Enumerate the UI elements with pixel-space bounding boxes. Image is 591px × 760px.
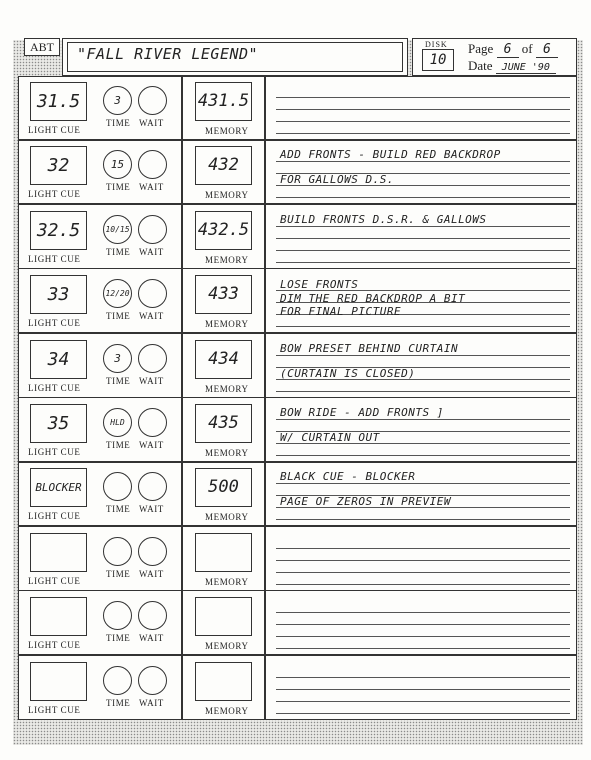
cue-row xyxy=(18,398,577,462)
note-rule-line xyxy=(276,483,570,484)
cue-row xyxy=(18,140,577,204)
time-label: TIME xyxy=(106,311,131,322)
note-rule-line xyxy=(276,238,570,239)
column-divider xyxy=(181,591,183,655)
wait-circle[interactable] xyxy=(138,86,167,115)
note-rule-line xyxy=(276,572,570,573)
note-rule-line xyxy=(276,701,570,702)
note-rule-line xyxy=(276,121,570,122)
wait-label: WAIT xyxy=(139,182,164,193)
note-rule-line xyxy=(276,109,570,110)
wait-circle[interactable] xyxy=(138,150,167,179)
note-text[interactable]: LOSE FRONTS xyxy=(280,278,359,292)
time-label: TIME xyxy=(106,246,131,257)
wait-label: WAIT xyxy=(139,246,164,257)
column-divider xyxy=(181,398,183,462)
light-cue-label: LIGHT CUE xyxy=(28,253,81,264)
disk-label: DISK xyxy=(425,40,448,49)
memory-label: MEMORY xyxy=(205,448,249,458)
cue-row xyxy=(18,527,577,591)
title-box xyxy=(62,38,408,76)
column-divider xyxy=(181,656,183,720)
memory-label: MEMORY xyxy=(205,254,249,265)
wait-label: WAIT xyxy=(139,568,164,579)
cue-row xyxy=(18,591,577,655)
time-circle[interactable] xyxy=(103,472,132,501)
column-divider xyxy=(264,269,266,333)
memory-box[interactable] xyxy=(195,662,252,701)
column-divider xyxy=(181,527,183,591)
light-cue-box[interactable]: 35 xyxy=(30,404,87,443)
wait-circle[interactable] xyxy=(138,215,167,244)
time-label: TIME xyxy=(106,440,131,450)
light-cue-label: LIGHT CUE xyxy=(28,382,81,393)
column-divider xyxy=(181,76,183,140)
light-cue-box[interactable]: 32 xyxy=(30,146,87,185)
light-cue-label: LIGHT CUE xyxy=(28,318,81,329)
note-text[interactable]: BUILD FRONTS D.S.R. & GALLOWS xyxy=(280,212,487,226)
light-cue-label: LIGHT CUE xyxy=(28,640,81,651)
memory-label: MEMORY xyxy=(205,641,249,652)
light-cue-label: LIGHT CUE xyxy=(28,575,81,586)
note-text[interactable]: ADD FRONTS - BUILD RED BACKDROP xyxy=(280,148,501,162)
memory-label: MEMORY xyxy=(205,705,249,716)
cue-row xyxy=(18,76,577,140)
disk-value: 10 xyxy=(422,49,454,71)
time-label: TIME xyxy=(106,375,131,386)
note-rule-line xyxy=(276,636,570,637)
time-circle[interactable]: 12/20 xyxy=(103,279,132,308)
memory-box[interactable]: 432 xyxy=(195,146,252,185)
wait-circle[interactable] xyxy=(138,279,167,308)
note-text[interactable]: DIM THE RED BACKDROP A BIT xyxy=(280,292,466,306)
time-circle[interactable]: 3 xyxy=(103,344,132,373)
light-cue-box[interactable]: BLOCKER xyxy=(30,468,87,507)
note-text[interactable]: BOW RIDE - ADD FRONTS ] xyxy=(280,406,444,419)
light-cue-box[interactable]: 33 xyxy=(30,275,87,314)
note-rule-line xyxy=(276,560,570,561)
note-rule-line xyxy=(276,133,570,134)
wait-label: WAIT xyxy=(139,440,164,450)
time-circle[interactable]: 15 xyxy=(103,150,132,179)
cue-row xyxy=(18,334,577,398)
note-rule-line xyxy=(276,584,570,585)
wait-label: WAIT xyxy=(139,633,164,644)
note-rule-line xyxy=(276,677,570,678)
wait-circle[interactable] xyxy=(138,344,167,373)
disk-page-box xyxy=(412,38,577,76)
light-cue-label: LIGHT CUE xyxy=(28,447,81,457)
column-divider xyxy=(181,334,183,398)
column-divider xyxy=(264,527,266,591)
time-label: TIME xyxy=(106,633,131,644)
memory-label: MEMORY xyxy=(205,512,249,523)
column-divider xyxy=(181,205,183,269)
note-text[interactable]: (CURTAIN IS CLOSED) xyxy=(280,366,416,380)
note-rule-line xyxy=(276,624,570,625)
memory-box[interactable]: 435 xyxy=(195,404,252,443)
note-rule-line xyxy=(276,262,570,263)
light-cue-label: LIGHT CUE xyxy=(28,511,81,522)
note-rule-line xyxy=(276,455,570,456)
time-circle[interactable]: HLD xyxy=(103,408,132,437)
cue-row xyxy=(18,205,577,269)
memory-box[interactable]: 500 xyxy=(195,468,252,507)
date-label: Date xyxy=(468,58,493,73)
note-rule-line xyxy=(276,519,570,520)
time-circle[interactable]: 10/15 xyxy=(103,215,132,244)
note-text[interactable]: FOR GALLOWS D.S. xyxy=(280,173,394,187)
wait-circle[interactable] xyxy=(138,601,167,630)
time-circle[interactable] xyxy=(103,537,132,566)
note-rule-line xyxy=(276,197,570,198)
memory-box[interactable] xyxy=(195,597,252,636)
column-divider xyxy=(264,76,266,140)
time-circle[interactable]: 3 xyxy=(103,86,132,115)
show-title: "FALL RIVER LEGEND" xyxy=(77,45,259,63)
note-text[interactable]: BOW PRESET BEHIND CURTAIN xyxy=(280,341,459,355)
note-text[interactable]: BLACK CUE - BLOCKER xyxy=(280,470,416,484)
light-cue-box[interactable] xyxy=(30,533,87,572)
light-cue-box[interactable]: 34 xyxy=(30,340,87,379)
memory-box[interactable]: 432.5 xyxy=(195,211,252,250)
memory-label: MEMORY xyxy=(205,576,249,587)
time-label: TIME xyxy=(106,118,131,128)
cue-row xyxy=(18,269,577,333)
page-value: 6 xyxy=(497,42,519,58)
memory-box[interactable] xyxy=(195,533,252,572)
column-divider xyxy=(264,462,266,526)
column-divider xyxy=(264,591,266,655)
column-divider xyxy=(264,334,266,398)
wait-label: WAIT xyxy=(139,697,164,708)
wait-circle[interactable] xyxy=(138,408,167,437)
note-rule-line xyxy=(276,391,570,392)
column-divider xyxy=(181,269,183,333)
abt-label: ABT xyxy=(24,38,60,56)
note-rule-line xyxy=(276,648,570,649)
column-divider xyxy=(181,462,183,526)
date-value: JUNE '90 xyxy=(496,62,556,74)
memory-box[interactable]: 434 xyxy=(195,340,252,379)
wait-label: WAIT xyxy=(139,504,164,515)
wait-label: WAIT xyxy=(139,375,164,386)
memory-box[interactable]: 433 xyxy=(195,275,252,314)
note-rule-line xyxy=(276,548,570,549)
memory-label: MEMORY xyxy=(205,319,249,330)
wait-label: WAIT xyxy=(139,311,164,322)
light-cue-box[interactable]: 31.5 xyxy=(30,82,87,121)
of-label: of xyxy=(521,41,533,56)
of-value: 6 xyxy=(536,42,558,58)
memory-label: MEMORY xyxy=(205,383,249,394)
column-divider xyxy=(264,656,266,720)
light-cue-label: LIGHT CUE xyxy=(28,125,81,135)
column-divider xyxy=(264,205,266,269)
light-cue-box[interactable] xyxy=(30,597,87,636)
light-cue-label: LIGHT CUE xyxy=(28,189,81,200)
time-label: TIME xyxy=(106,504,131,515)
note-rule-line xyxy=(276,419,570,420)
note-rule-line xyxy=(276,612,570,613)
note-rule-line xyxy=(276,713,570,714)
wait-circle[interactable] xyxy=(138,537,167,566)
note-rule-line xyxy=(276,326,570,327)
page-line xyxy=(468,41,558,58)
light-cue-label: LIGHT CUE xyxy=(28,704,81,715)
note-rule-line xyxy=(276,226,570,227)
column-divider xyxy=(264,140,266,204)
time-label: TIME xyxy=(106,182,131,193)
wait-circle[interactable] xyxy=(138,666,167,695)
column-divider xyxy=(181,140,183,204)
note-rule-line xyxy=(276,97,570,98)
time-circle[interactable] xyxy=(103,601,132,630)
wait-circle[interactable] xyxy=(138,472,167,501)
note-text[interactable]: PAGE OF ZEROS IN PREVIEW xyxy=(280,495,451,509)
note-text[interactable]: FOR FINAL PICTURE xyxy=(280,305,402,319)
note-rule-line xyxy=(276,161,570,162)
time-label: TIME xyxy=(106,568,131,579)
note-text[interactable]: W/ CURTAIN OUT xyxy=(280,431,380,444)
time-label: TIME xyxy=(106,697,131,708)
column-divider xyxy=(264,398,266,462)
memory-box[interactable]: 431.5 xyxy=(195,82,252,121)
page-label: Page xyxy=(468,41,494,56)
note-rule-line xyxy=(276,689,570,690)
note-rule-line xyxy=(276,355,570,356)
note-rule-line xyxy=(276,250,570,251)
cue-row xyxy=(18,462,577,526)
time-circle[interactable] xyxy=(103,666,132,695)
date-line xyxy=(468,58,556,74)
memory-label: MEMORY xyxy=(205,190,249,201)
light-cue-box[interactable] xyxy=(30,662,87,701)
memory-label: MEMORY xyxy=(205,126,249,136)
cue-row xyxy=(18,656,577,720)
wait-label: WAIT xyxy=(139,118,164,128)
light-cue-box[interactable]: 32.5 xyxy=(30,211,87,250)
